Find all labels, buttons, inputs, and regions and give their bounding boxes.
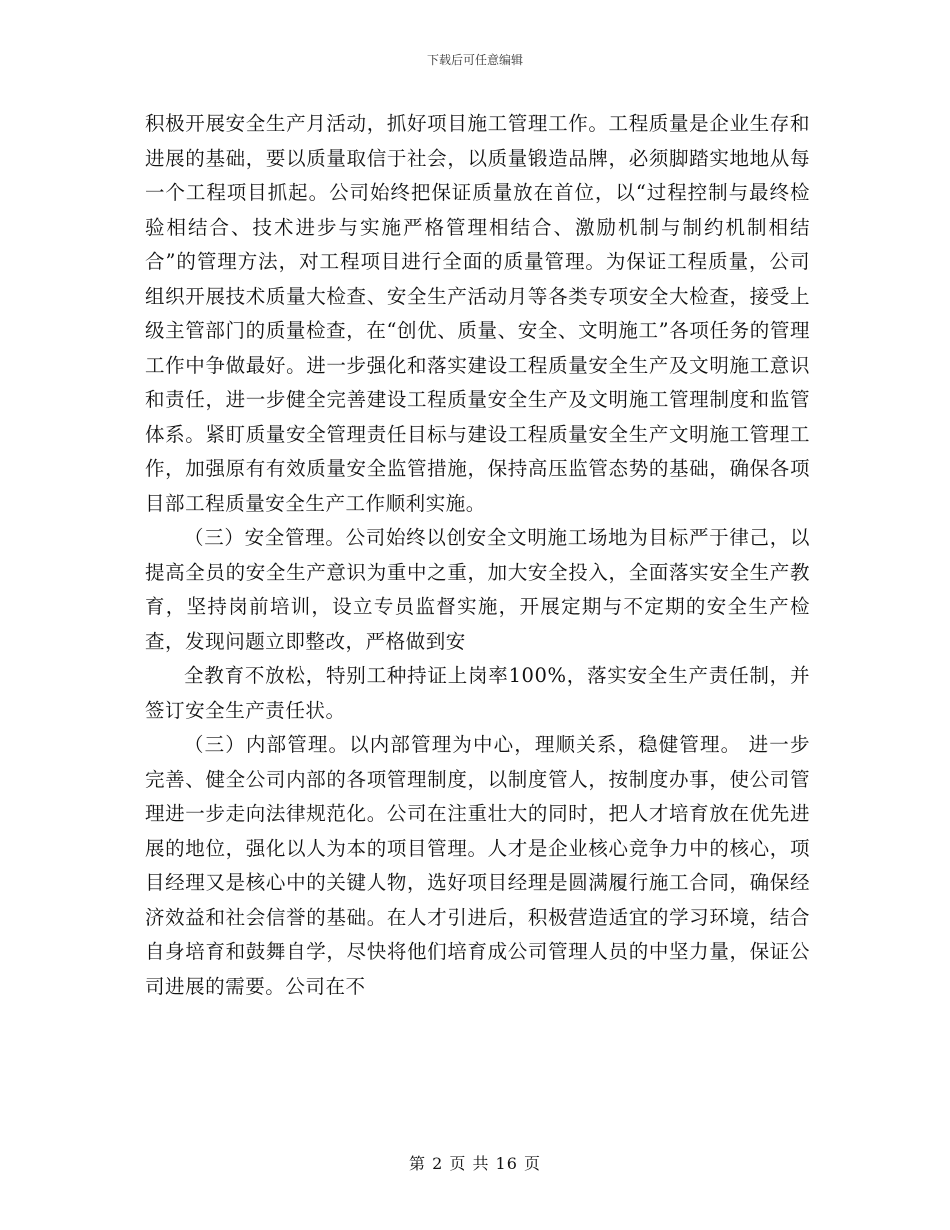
document-body bbox=[145, 107, 810, 1004]
paragraph-safety-education: 全教育不放松，特别工种持证上岗率100%，落实安全生产责任制，并签订安全生产责任状。 bbox=[145, 664, 810, 722]
page-header: 下载后可任意编辑 bbox=[426, 53, 523, 67]
page-number: 第 2 页 共 16 页 bbox=[409, 1154, 541, 1173]
paragraph-safety-management: （三）安全管理。公司始终以创安全文明施工场地为目标严于律己，以提高全员的安全生产意识为重中之重，加大安全投入，全面落实安全生产教育，坚持岗前培训，设立专员监督实施，开展定期与不定期的安全生产检查，发现问题立即整改，严格做到安 bbox=[145, 526, 810, 653]
paragraph-quality-management: 积极开展安全生产月活动，抓好项目施工管理工作。工程质量是企业生存和进展的基础，要以质量取信于社会，以质量锻造品牌，必须脚踏实地地从每一个工程项目抓起。公司始终把保证质量放在首位，以“过程控制与最终检验相结合、技术进步与实施严格管理相结合、激励机制与制约机制相结合”的管理方法，对工程项目进行全面的质量管理。为保证工程质量，公司组织开展技术质量大检查、安全生产活动月等各类专项安全大检查，接受上级主管部门的质量检查，在“创优、质量、安全、文明施工”各项任务的管理工作中争做最好。进一步强化和落实建设工程质量安全生产及文明施工意识和责任，进一步健全完善建设工程质量安全生产及文明施工管理制度和监管体系。紧盯质量安全管理责任目标与建设工程质量安全生产文明施工管理工作，加强原有有效质量安全监管措施，保持高压监管态势的基础，确保各项目部工程质量安全生产工作顺利实施。 bbox=[145, 112, 810, 515]
paragraph-internal-management: （三）内部管理。以内部管理为中心，理顺关系，稳健管理。 进一步完善、健全公司内部的各项管理制度，以制度管人，按制度办事，使公司管理进一步走向法律规范化。公司在注重壮大的同时，把人才培育放在优先进展的地位，强化以人为本的项目管理。人才是企业核心竞争力中的核心，项目经理又是核心中的关键人物，选好项目经理是圆满履行施工合同，确保经济效益和社会信誉的基础。在人才引进后，积极营造适宜的学习环境，结合自身培育和鼓舞自学，尽快将他们培育成公司管理人员的中坚力量，保证公司进展的需要。公司在不 bbox=[145, 733, 810, 998]
